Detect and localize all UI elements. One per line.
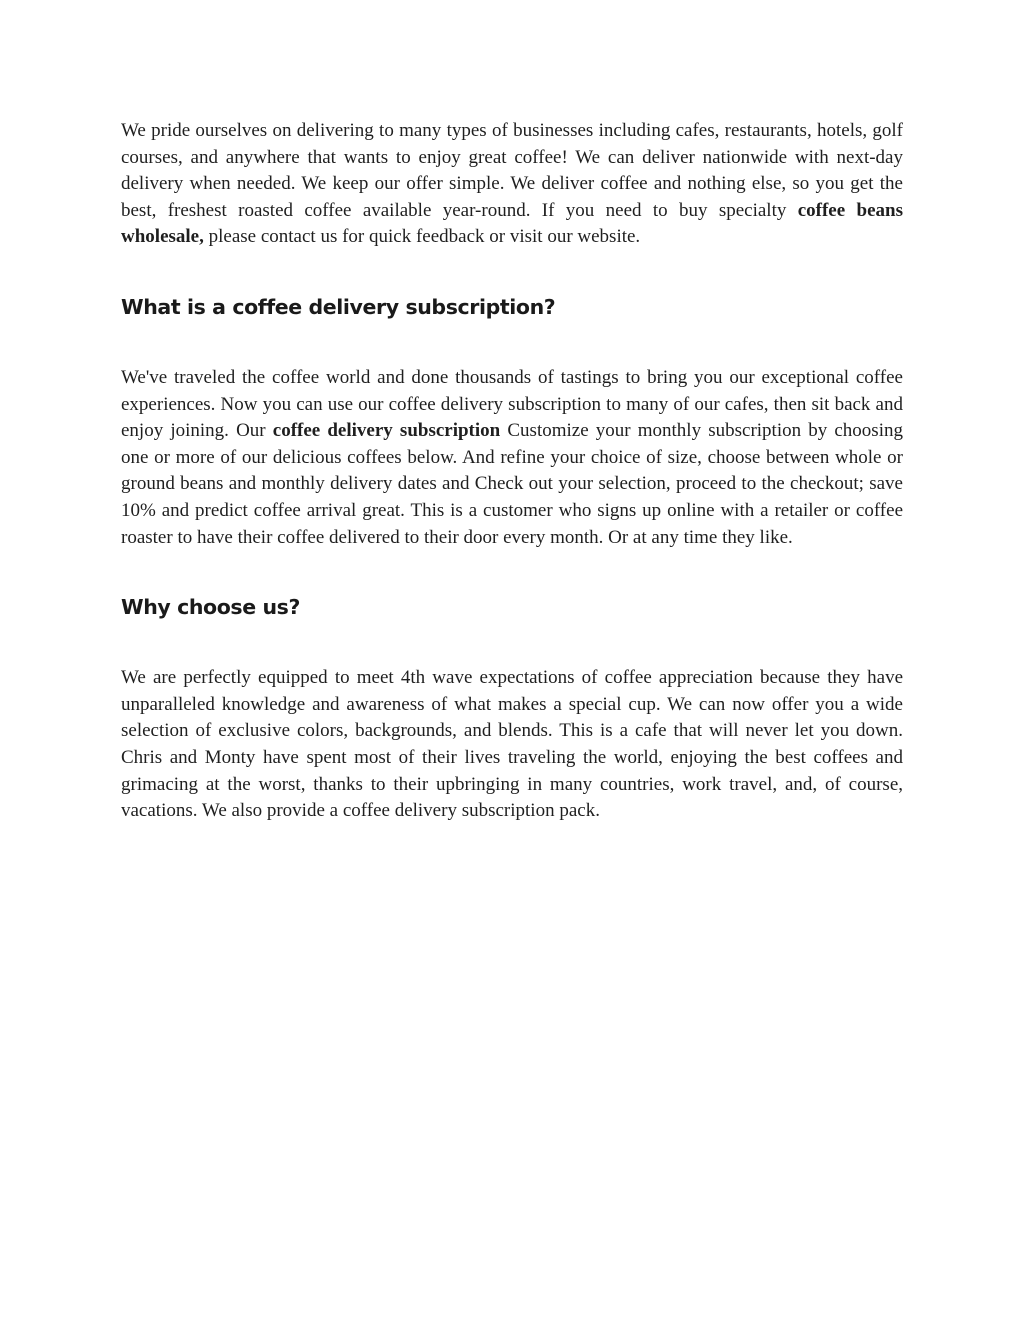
- intro-paragraph: [121, 118, 903, 251]
- subscription-keyword: coffee delivery subscription: [272, 420, 501, 442]
- subscription-heading: What is a coffee delivery subscription?: [121, 294, 556, 319]
- intro-text-start: We pride ourselves on delivering to many types of businesses including cafes, restaurants, hotels, golf courses, and anywhere that wants to enjoy great coffee! We can deliver nationwide with next-day delivery when needed. We keep our offer simple. We deliver coffee and nothing else, so you get the best, freshest roasted coffee available year-round. If you need to buy specialty: [121, 120, 903, 221]
- wholesale-keyword: coffee beans wholesale,: [121, 199, 903, 248]
- subscription-text-end: Customize your monthly subscription by choosing one or more of our delicious coffees below. And refine your choice of size, choose between whole or ground beans and monthly delivery dates and Check out your selection, proceed to the checkout; save 10% and predict coffee arrival great. This is a customer who signs up online with a retailer or coffee roaster to have their coffee delivered to their door every month. Or at any time they like.: [121, 420, 903, 548]
- subscription-text-start: We've traveled the coffee world and done thousands of tastings to bring you our exceptional coffee experiences. Now you can use our coffee delivery subscription to many of our cafes, then sit back and enjoy joining. Our: [121, 366, 903, 442]
- subscription-paragraph: [121, 365, 903, 551]
- intro-text-end: please contact us for quick feedback or visit our website.: [203, 226, 641, 248]
- why-choose-us-paragraph: We are perfectly equipped to meet 4th wave expectations of coffee appreciation because they have unparalleled knowledge and awareness of what makes a special cup. We can now offer you a wide selection of exclusive colors, backgrounds, and blends. This is a cafe that will never let you down. Chris and Monty have spent most of their lives traveling the world, enjoying the best coffees and grimacing at the worst, thanks to their upbringing in many countries, work travel, and, of course, vacations. We also provide a coffee delivery subscription pack.: [121, 667, 903, 822]
- document-page: [121, 118, 903, 825]
- why-choose-us-heading: Why choose us?: [121, 595, 300, 620]
